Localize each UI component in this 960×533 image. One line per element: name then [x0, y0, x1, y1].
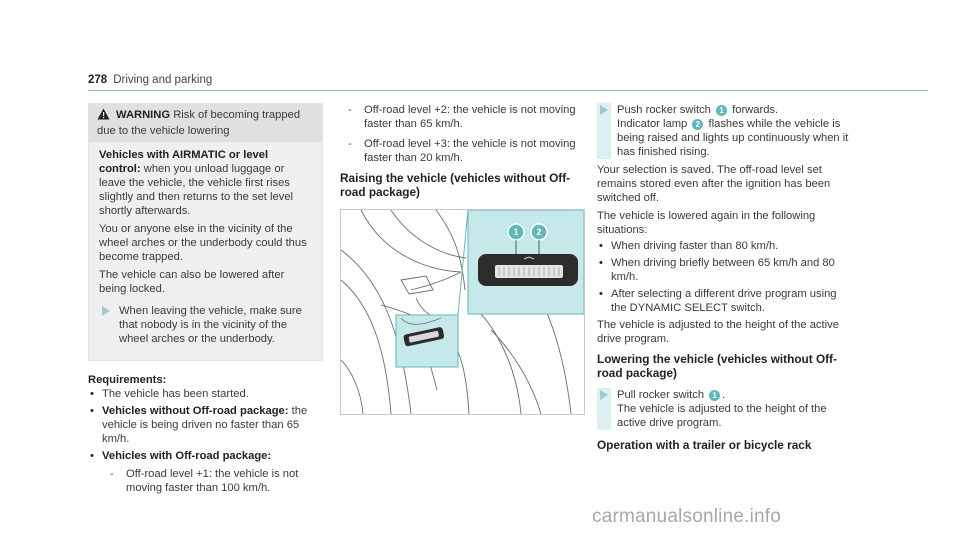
column-3	[597, 103, 849, 458]
step-text: The vehicle is adjusted to the height of the active drive program.	[617, 403, 827, 429]
trailer-heading: Operation with a trailer or bicycle rack	[597, 438, 812, 452]
step-arrow-icon	[102, 306, 110, 316]
page-header	[88, 74, 212, 86]
requirements-list	[88, 387, 323, 495]
lower-step	[597, 388, 849, 430]
center-console-illustration	[341, 210, 584, 414]
requirement-bold: Vehicles without Off-road package:	[102, 405, 289, 417]
warning-step-text: When leaving the vehicle, make sure that nobody is in the vicinity of the wheel arches or the underbody.	[119, 305, 302, 345]
warning-step	[99, 304, 312, 346]
warning-para-2: You or anyone else in the vicinity of the wheel arches or the underbody could thus become trapped.	[99, 223, 307, 263]
offroad-levels-list	[102, 467, 323, 495]
offroad-level-item: - Off-road level +1: the vehicle is not moving faster than 100 km/h.	[102, 467, 323, 495]
step-text: Pull rocker switch	[617, 389, 705, 401]
para-selection-saved: Your selection is saved. The off-road level set remains stored even after the ignition has been switched off.	[597, 164, 831, 204]
step-text: flashes while the vehicle is being raised and lights up continuously when it has finished rising.	[617, 118, 849, 158]
raising-heading: Raising the vehicle (vehicles without Off-road package)	[340, 171, 571, 199]
watermark: carmanualsonline.info	[592, 506, 782, 527]
para-lowered-again: The vehicle is lowered again in the following situations:	[597, 210, 816, 236]
warning-header	[89, 104, 322, 142]
requirement-item	[88, 404, 323, 446]
requirement-text: the vehicle is being driven no faster than 65 km/h.	[102, 405, 308, 445]
figure-badge-2: 2	[536, 227, 542, 237]
step-text: Push rocker switch	[617, 104, 711, 116]
step-arrow-icon	[600, 390, 608, 400]
column-1	[88, 103, 323, 501]
step-arrow-icon	[600, 105, 608, 115]
lowering-condition-item: • When driving briefly between 65 km/h and 80 km/h.	[597, 256, 849, 284]
para-adjusted: The vehicle is adjusted to the height of the active drive program.	[597, 319, 839, 345]
lowering-heading: Lowering the vehicle (vehicles without Off-road package)	[597, 352, 837, 380]
lowering-condition-item: • After selecting a different drive program using the DYNAMIC SELECT switch.	[597, 287, 849, 315]
raise-step	[597, 103, 849, 159]
warning-title: WARNING	[116, 109, 171, 121]
offroad-level-item: - Off-road level +2: the vehicle is not moving faster than 65 km/h.	[340, 103, 580, 131]
page-number: 278	[88, 74, 108, 86]
warning-triangle-icon	[97, 108, 110, 124]
lowering-condition-item: • When driving faster than 80 km/h.	[597, 239, 849, 253]
step-text: Indicator lamp	[617, 118, 688, 130]
warning-box	[88, 103, 323, 361]
offroad-level-item: - Off-road level +3: the vehicle is not moving faster than 20 km/h.	[340, 137, 580, 165]
column-2	[340, 103, 580, 205]
lowering-conditions-list	[597, 239, 849, 315]
warning-lead-bold: Vehicles with AIRMATIC or level control:	[99, 149, 269, 175]
requirement-item: • The vehicle has been started.	[88, 387, 323, 401]
warning-body	[89, 142, 322, 360]
step-text: forwards.	[732, 104, 779, 116]
requirement-item	[88, 449, 323, 495]
offroad-levels-list-cont	[340, 103, 580, 165]
warning-title-text: Risk of becoming trapped due to the vehicle lowering	[97, 109, 301, 137]
badge-1: 1	[709, 390, 720, 401]
header-rule	[88, 90, 928, 91]
section-title: Driving and parking	[113, 74, 213, 86]
rocker-switch-figure	[340, 209, 585, 415]
warning-para-3: The vehicle can also be lowered after being locked.	[99, 269, 285, 295]
requirement-bold: Vehicles with Off-road package:	[102, 450, 272, 462]
badge-2: 2	[692, 119, 703, 130]
warning-lead-text: when you unload luggage or leave the vehicle, the vehicle first rises slightly and then returns to the set level shortly afterwards.	[99, 163, 294, 217]
step-text: .	[722, 389, 726, 401]
badge-1: 1	[716, 105, 727, 116]
figure-badge-1: 1	[513, 227, 519, 237]
requirements-heading: Requirements:	[88, 374, 167, 386]
